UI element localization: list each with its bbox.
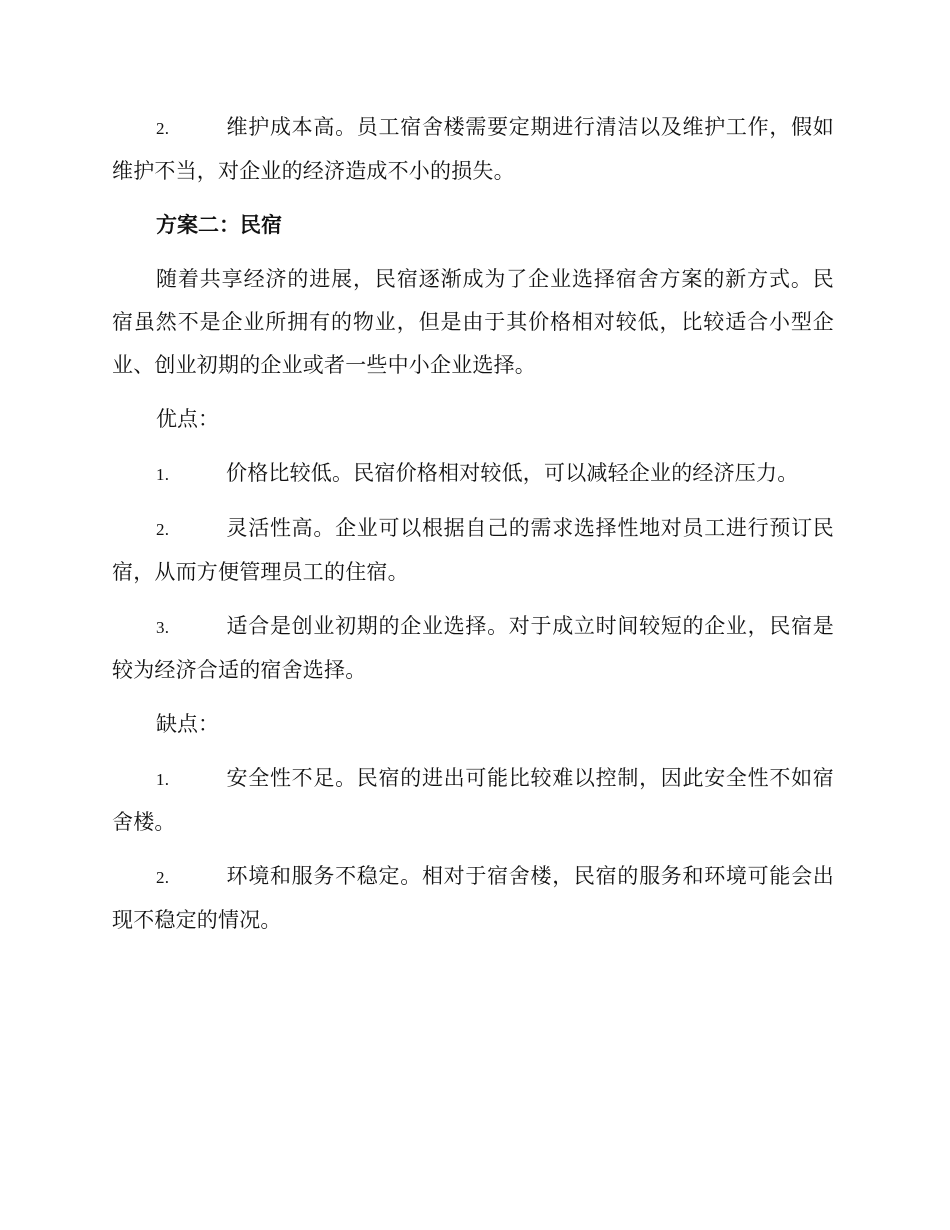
pros-item-2	[112, 507, 834, 594]
list-number: 2.	[156, 119, 170, 138]
list-number: 2.	[156, 868, 170, 887]
list-item-text: 环境和服务不稳定。相对于宿舍楼，民宿的服务和环境可能会出现不稳定的情况。	[112, 864, 834, 932]
list-item-text: 安全性不足。民宿的进出可能比较难以控制，因此安全性不如宿舍楼。	[112, 766, 834, 834]
list-item-text: 适合是创业初期的企业选择。对于成立时间较短的企业，民宿是较为经济合适的宿舍选择。	[112, 614, 834, 682]
list-number: 1.	[156, 465, 170, 484]
list-number: 3.	[156, 618, 170, 637]
list-number: 1.	[156, 770, 170, 789]
pros-item-3	[112, 605, 834, 692]
list-item-text: 维护成本高。员工宿舍楼需要定期进行清洁以及维护工作，假如维护不当，对企业的经济造成不小的损失。	[112, 115, 834, 183]
document-body	[112, 106, 834, 953]
cons-item-1	[112, 757, 834, 844]
section-heading: 方案二：民宿	[156, 213, 282, 237]
cons-label: 缺点：	[156, 712, 219, 736]
list-item-text: 灵活性高。企业可以根据自己的需求选择性地对员工进行预订民宿，从而方便管理员工的住宿。	[112, 516, 834, 584]
list-item-text: 价格比较低。民宿价格相对较低，可以减轻企业的经济压力。	[226, 461, 799, 485]
pros-label: 优点：	[156, 407, 219, 431]
list-item-prev-con-2	[112, 106, 834, 193]
list-number: 2.	[156, 520, 170, 539]
cons-item-2	[112, 855, 834, 942]
intro-paragraph: 随着共享经济的进展，民宿逐渐成为了企业选择宿舍方案的新方式。民宿虽然不是企业所拥有的物业，但是由于其价格相对较低，比较适合小型企业、创业初期的企业或者一些中小企业选择。	[112, 267, 834, 377]
pros-item-1	[112, 452, 834, 496]
